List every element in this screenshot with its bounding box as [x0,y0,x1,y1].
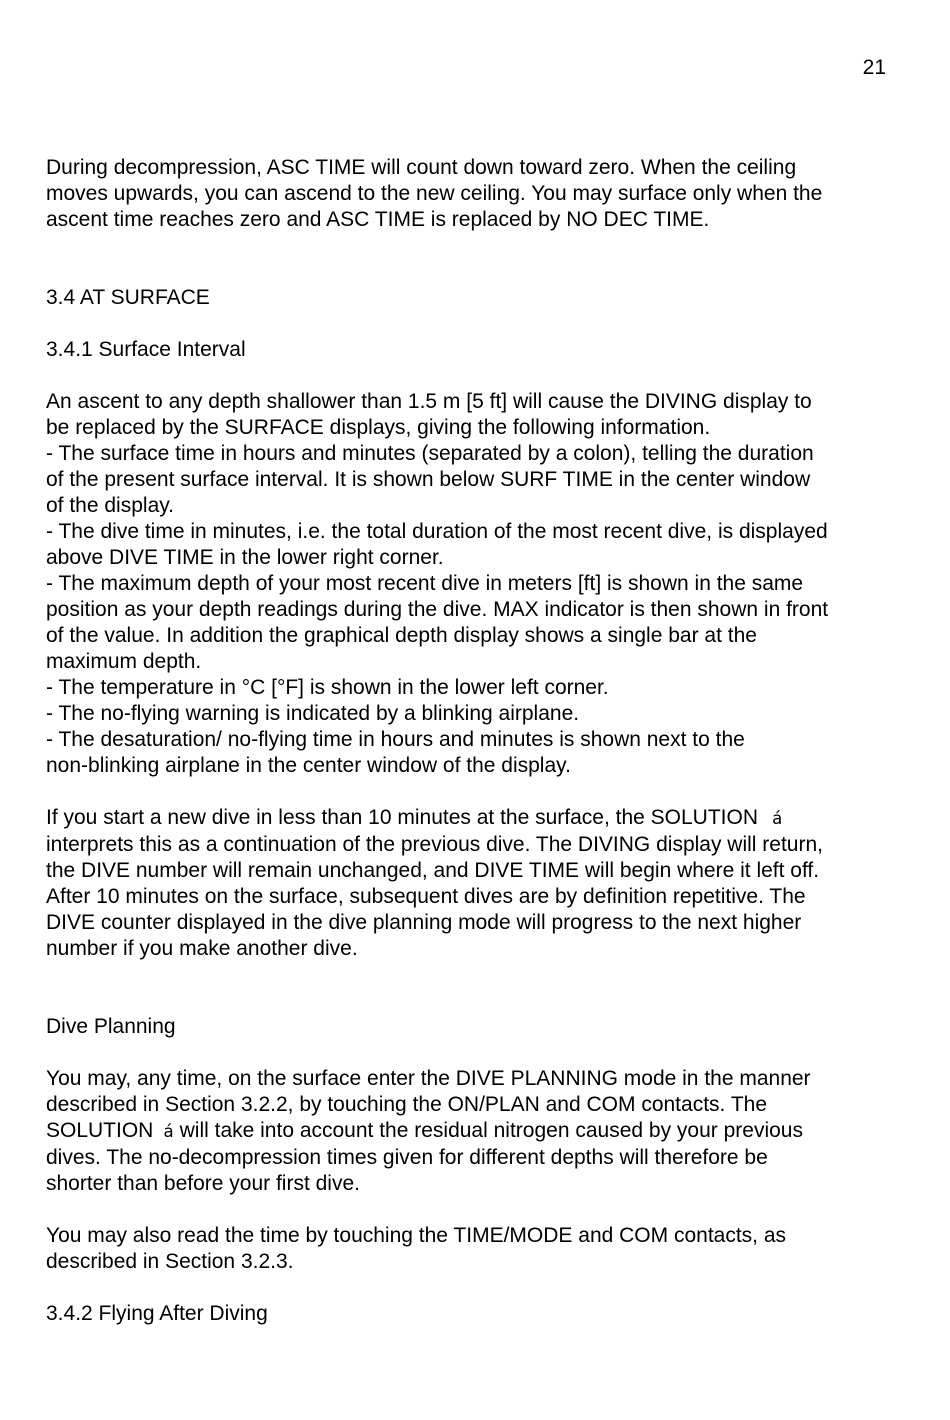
text-line: described in Section 3.2.3. [46,1250,294,1273]
text-line: - The dive time in minutes, i.e. the total duration of the most recent dive, is displayed [46,520,828,543]
text-line: - The no-flying warning is indicated by a blinking airplane. [46,702,580,725]
text-line: - The desaturation/ no-flying time in hours and minutes is shown next to the [46,728,745,751]
subsection-heading-surface-interval: 3.4.1 Surface Interval [46,338,246,361]
text-line: - The maximum depth of your most recent dive in meters [ft] is shown in the same [46,572,804,595]
surface-interval-paragraph [46,389,906,779]
text-line: described in Section 3.2.2, by touching the ON/PLAN and COM contacts. The [46,1093,768,1116]
text-line: After 10 minutes on the surface, subsequent dives are by definition repetitive. The [46,885,806,908]
text-line: shorter than before your first dive. [46,1172,360,1195]
new-dive-first-line: If you start a new dive in less than 10 minutes at the surface, the SOLUTION [46,806,759,829]
text-line [46,805,906,832]
text-line: of the value. In addition the graphical depth display shows a single bar at the [46,624,757,647]
text-line [46,1118,906,1145]
dive-planning-paragraph [46,1066,906,1197]
text-line: non-blinking airplane in the center window of the display. [46,754,571,777]
text-line: number if you make another dive. [46,937,358,960]
trademark-glyph: á [772,809,783,829]
new-dive-paragraph [46,805,906,962]
text-line: DIVE counter displayed in the dive planning mode will progress to the next higher [46,911,802,934]
text-line: dives. The no-decompression times given for different depths will therefore be [46,1146,768,1169]
text-line: maximum depth. [46,650,202,673]
read-time-paragraph [46,1223,906,1275]
dive-planning-heading: Dive Planning [46,1015,176,1038]
line3-rest: will take into account the residual nitrogen caused by your previous [179,1119,803,1142]
text-line: - The temperature in °C [°F] is shown in the lower left corner. [46,676,609,699]
text-line: An ascent to any depth shallower than 1.5 m [5 ft] will cause the DIVING display to [46,390,812,413]
text-line: be replaced by the SURFACE displays, giving the following information. [46,416,711,439]
text-line: position as your depth readings during the dive. MAX indicator is then shown in front [46,598,829,621]
text-line: During decompression, ASC TIME will count down toward zero. When the ceiling [46,156,797,179]
solution-word: SOLUTION [46,1119,154,1142]
text-line: You may also read the time by touching the TIME/MODE and COM contacts, as [46,1224,787,1247]
page-number: 21 [862,56,886,79]
text-line: You may, any time, on the surface enter the DIVE PLANNING mode in the manner [46,1067,811,1090]
text-line: interprets this as a continuation of the previous dive. The DIVING display will return, [46,833,823,856]
text-line: of the display. [46,494,175,517]
intro-paragraph [46,155,906,233]
text-line: the DIVE number will remain unchanged, and DIVE TIME will begin where it left off. [46,859,820,882]
text-line: - The surface time in hours and minutes (separated by a colon), telling the duration [46,442,814,465]
text-line: moves upwards, you can ascend to the new ceiling. You may surface only when the [46,182,823,205]
subsection-heading-flying-after-diving: 3.4.2 Flying After Diving [46,1302,268,1325]
text-line: above DIVE TIME in the lower right corner. [46,546,444,569]
text-line: ascent time reaches zero and ASC TIME is replaced by NO DEC TIME. [46,208,710,231]
page-content [46,155,906,1327]
text-line: of the present surface interval. It is shown below SURF TIME in the center window [46,468,811,491]
section-heading: 3.4 AT SURFACE [46,286,210,309]
trademark-glyph: á [163,1122,174,1142]
